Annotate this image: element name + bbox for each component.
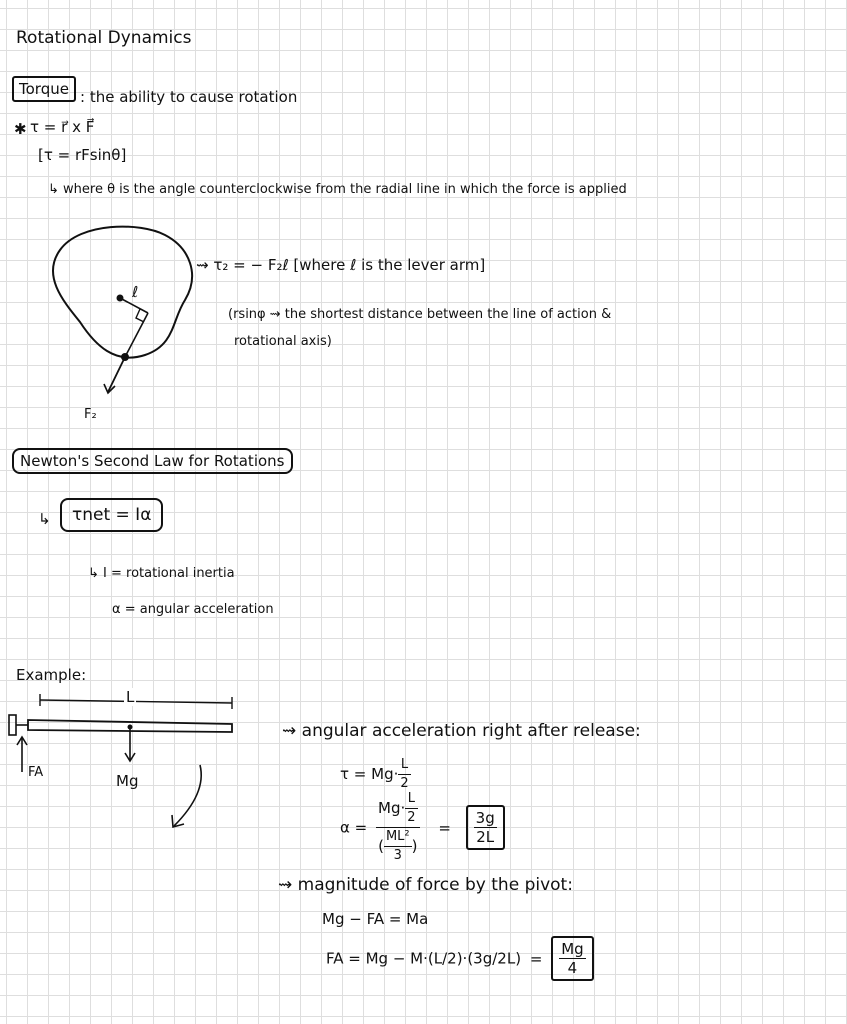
pivot-force-label: FA — [28, 765, 44, 780]
alpha-equation: α = Mg· $\frac{L}{2}$ ( $\frac{\text{ML²}}{3}$ ) = $\frac{3g}{2L}$ — [340, 790, 505, 865]
part2-heading: ⇝ magnitude of force by the pivot: — [278, 875, 573, 895]
alpha-note: α = angular acceleration — [112, 602, 274, 617]
alpha-fraction: Mg· $\frac{L}{2}$ ( $\frac{\text{ML²}}{3}$ ) — [376, 790, 420, 865]
result-force-box: $\frac{Mg}{4}$ — [551, 936, 593, 981]
tau-equation: τ = Mg· $\frac{L}{2}$ — [340, 757, 409, 791]
lever-note-line1: (rsinφ ⇝ the shortest distance between the line of action & — [228, 307, 612, 322]
pivot-bracket — [9, 715, 16, 735]
result-alpha-box: $\frac{3g}{2L}$ — [466, 805, 505, 850]
torque-vector-formula: τ = r⃗ x F⃗ — [30, 118, 95, 136]
lever-arm-label: ℓ — [132, 283, 139, 301]
torque-box: Torque — [12, 76, 76, 102]
angle-note: ↳ where θ is the angle counterclockwise from the radial line in which the force is applied — [48, 182, 627, 197]
part1-heading: ⇝ angular acceleration right after release: — [282, 721, 641, 741]
newton-line: Mg − FA = Ma — [322, 910, 429, 928]
lever-formula: ⇝ τ₂ = − F₂ℓ [where ℓ is the lever arm] — [196, 256, 486, 274]
rotation-arrow — [174, 765, 201, 826]
length-label: L — [126, 688, 135, 706]
torque-scalar-formula: [τ = rFsinθ] — [38, 146, 127, 164]
newton-heading: Newton's Second Law for Rotations — [12, 448, 293, 474]
force-equation: FA = Mg − M·(L/2)·(3g/2L) = $\frac{Mg}{4}$ — [326, 936, 594, 981]
inertia-note: ↳ I = rotational inertia — [88, 566, 235, 581]
force-label: F₂ — [84, 407, 97, 422]
bullet-icon: ✱ — [14, 120, 27, 138]
tau-half-fraction: $\frac{L}{2}$ — [400, 757, 409, 791]
newton-arrow-icon: ↳ — [38, 510, 51, 528]
torque-definition: : the ability to cause rotation — [80, 88, 298, 106]
weight-label: Mg — [116, 772, 139, 790]
newton-formula: τnet = Iα — [60, 498, 163, 532]
page-title: Rotational Dynamics — [16, 28, 192, 48]
lever-note-line2: rotational axis) — [234, 334, 332, 349]
example-label: Example: — [16, 666, 87, 684]
